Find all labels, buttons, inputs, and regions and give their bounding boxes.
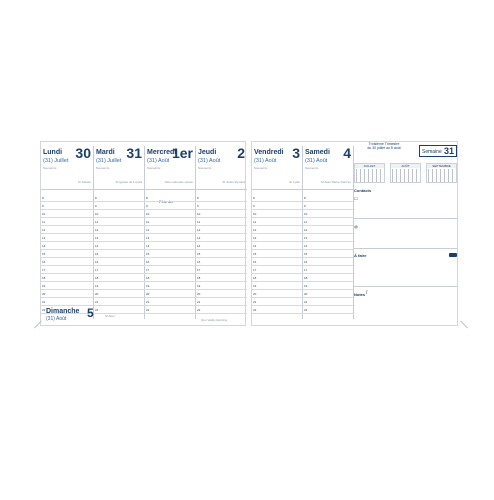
day-number: 2 [237, 145, 245, 161]
hour-label: 14 [42, 244, 46, 248]
hour-label: 21 [146, 300, 150, 304]
hour-label: 21 [253, 300, 257, 304]
hour-row[interactable] [252, 225, 353, 226]
hour-label: 12 [42, 228, 46, 232]
day-number: 31 [126, 145, 142, 161]
hour-row[interactable] [41, 217, 247, 218]
hour-label: 22 [197, 308, 201, 312]
day-number: 3 [292, 145, 300, 161]
contacts-line [354, 218, 457, 219]
hour-label: 13 [95, 236, 99, 240]
hour-label: 13 [146, 236, 150, 240]
hour-label: 11 [42, 220, 46, 224]
hour-row[interactable] [252, 241, 353, 242]
hour-row[interactable] [252, 305, 353, 306]
hour-label: 17 [253, 268, 257, 272]
hour-label: 8 [146, 196, 148, 200]
day-week: (31) Juillet [43, 158, 69, 164]
trimester-title: Troisième Trimestre [368, 142, 400, 146]
hour-label: 20 [146, 292, 150, 296]
hour-row[interactable] [41, 225, 247, 226]
day-header-saturday[interactable] [303, 146, 353, 190]
hour-label: 15 [42, 252, 46, 256]
semaine-box [419, 145, 457, 157]
hour-label: 8 [253, 196, 255, 200]
day-header-monday[interactable] [41, 146, 93, 190]
hour-label: 12 [146, 228, 150, 232]
hour-label: 10 [42, 212, 46, 216]
mini-calendar-title: JUILLET [355, 164, 384, 168]
hour-label: 12 [304, 228, 308, 232]
hour-label: 14 [146, 244, 150, 248]
hour-label: 8 [304, 196, 306, 200]
hour-label: 20 [304, 292, 308, 296]
hour-label: 21 [304, 300, 308, 304]
semaine-number: 31 [443, 146, 454, 156]
mini-calendar-title: AOÛT [391, 164, 420, 168]
hour-label: 10 [197, 212, 201, 216]
todo-heading: À faire [354, 253, 367, 258]
hour-label: 13 [253, 236, 257, 240]
hour-label: 8 [42, 196, 44, 200]
day-week: (31) Août [305, 158, 328, 164]
hour-label: 11 [304, 220, 308, 224]
hour-label: 17 [42, 268, 46, 272]
hour-label: 15 [95, 252, 99, 256]
hour-row[interactable] [41, 289, 247, 290]
hour-label: 11 [253, 220, 257, 224]
mini-calendar-september[interactable] [426, 163, 457, 183]
hour-label: 12 [95, 228, 99, 232]
contacts-line [354, 248, 457, 249]
phone-icon: ☐ [354, 196, 358, 201]
hour-label: 16 [95, 260, 99, 264]
todo-tab [449, 253, 457, 257]
hour-row[interactable] [252, 273, 353, 274]
hour-row[interactable] [252, 233, 353, 234]
day-name: Dimanche [46, 308, 80, 315]
day-subtitle: Souvenirs [147, 166, 161, 170]
day-number: 1er [171, 145, 193, 161]
hour-label: 17 [304, 268, 308, 272]
day-name: Vendredi [254, 149, 284, 156]
day-header-friday[interactable] [252, 146, 302, 190]
hour-label: 22 [253, 308, 257, 312]
hour-row[interactable] [252, 313, 353, 314]
hour-label: 15 [197, 252, 201, 256]
mini-calendar-august[interactable] [390, 163, 421, 183]
hour-row[interactable] [41, 233, 247, 234]
hour-label: 16 [253, 260, 257, 264]
hour-label: 8 [197, 196, 199, 200]
hour-label: 16 [42, 260, 46, 264]
day-name: Mercredi [147, 149, 177, 156]
day-header-tuesday[interactable] [94, 146, 144, 190]
hour-label: 18 [304, 276, 308, 280]
hour-label: 18 [253, 276, 257, 280]
hour-row[interactable] [41, 281, 247, 282]
hour-grid[interactable] [41, 194, 247, 314]
hour-row[interactable] [41, 297, 247, 298]
hour-label: 9 [197, 204, 199, 208]
hour-label: 17 [197, 268, 201, 272]
hour-label: 19 [197, 284, 201, 288]
hour-label: 15 [253, 252, 257, 256]
hour-label: 11 [197, 220, 201, 224]
day-number: 30 [75, 145, 91, 161]
day-name: Lundi [43, 149, 63, 156]
saint-name: St Juliette [77, 180, 91, 184]
hour-label: 15 [146, 252, 150, 256]
day-header-thursday[interactable] [196, 146, 247, 190]
hour-label: 11 [146, 220, 150, 224]
hour-label: 21 [197, 300, 201, 304]
hour-label: 17 [95, 268, 99, 272]
hour-label: 19 [253, 284, 257, 288]
day-subtitle: Souvenirs [96, 166, 110, 170]
hour-label: 20 [253, 292, 257, 296]
mini-calendar-july[interactable] [354, 163, 385, 183]
hour-row[interactable] [41, 265, 247, 266]
hour-row[interactable] [252, 297, 353, 298]
hour-label: 18 [197, 276, 201, 280]
day-header-sunday[interactable] [41, 306, 94, 326]
hour-label: 13 [42, 236, 46, 240]
hour-label: 20 [95, 292, 99, 296]
saint-name: St Jean-Marie Vianney [320, 180, 351, 184]
hour-row[interactable] [41, 257, 247, 258]
hour-label: 20 [197, 292, 201, 296]
hour-label: 9 [42, 204, 44, 208]
hour-grid[interactable] [252, 194, 353, 314]
hour-label: 12 [253, 228, 257, 232]
day-subtitle: Souvenirs [254, 166, 268, 170]
hour-label: 8 [95, 196, 97, 200]
hour-label: 13 [197, 236, 201, 240]
hour-label: 18 [95, 276, 99, 280]
hour-label: 14 [304, 244, 308, 248]
day-subtitle: Souvenirs [305, 166, 319, 170]
hour-label: 15 [304, 252, 308, 256]
hour-label: 12 [197, 228, 201, 232]
hour-label: 10 [304, 212, 308, 216]
day-week: (31) Août [147, 158, 170, 164]
day-name: Samedi [305, 149, 330, 156]
trimester-block [354, 142, 414, 150]
day-week: (31) Août [198, 158, 221, 164]
hour-label: 16 [146, 260, 150, 264]
hour-label: 19 [146, 284, 150, 288]
hour-row[interactable] [252, 281, 353, 282]
hour-row[interactable] [41, 305, 247, 306]
footer-text: Quo Vadis planning [201, 318, 227, 322]
hour-label: 17 [146, 268, 150, 272]
saint-name: St Julien Eymard [222, 180, 245, 184]
saint-name: Fête nationale suisse [164, 180, 193, 184]
hour-row[interactable] [41, 241, 247, 242]
hour-label: 10 [146, 212, 150, 216]
hour-label: 22 [95, 308, 99, 312]
hour-label: 19 [42, 284, 46, 288]
day-number: 5 [87, 306, 94, 320]
pencil-icon: / [366, 290, 368, 296]
day-week: (31) Juillet [96, 158, 122, 164]
day-subtitle: Souvenirs [43, 166, 57, 170]
hour-label: 14 [197, 244, 201, 248]
hour-label: 22 [146, 308, 150, 312]
hour-row[interactable] [252, 209, 353, 210]
trimester-range: du 30 juillet au 5 août [367, 146, 401, 150]
hour-label: 9 [304, 204, 306, 208]
at-icon: @ [354, 224, 359, 229]
saint-name: St Lydie [289, 180, 300, 184]
sunday-saint: St Abel [105, 314, 115, 318]
day-week: (31) Août [46, 316, 67, 322]
hour-label: 16 [197, 260, 201, 264]
hour-row[interactable] [252, 249, 353, 250]
hour-label: 18 [42, 276, 46, 280]
hour-label: 14 [95, 244, 99, 248]
day-header-wednesday[interactable] [145, 146, 195, 190]
hour-row[interactable] [252, 257, 353, 258]
day-week: (31) Août [254, 158, 277, 164]
day-name: Jeudi [198, 149, 217, 156]
hour-label: 9 [253, 204, 255, 208]
day-name: Mardi [96, 149, 115, 156]
hour-label: 22 [42, 308, 46, 312]
hour-row[interactable] [252, 201, 353, 202]
hour-row[interactable] [41, 201, 247, 202]
hour-label: 10 [253, 212, 257, 216]
hour-label: 19 [95, 284, 99, 288]
hour-label: 14 [253, 244, 257, 248]
hour-row[interactable] [252, 265, 353, 266]
hour-label: 19 [304, 284, 308, 288]
hour-row[interactable] [252, 217, 353, 218]
hour-label: 13 [304, 236, 308, 240]
hour-label: 18 [146, 276, 150, 280]
hour-label: 9 [95, 204, 97, 208]
hour-label: 22 [304, 308, 308, 312]
hour-label: 21 [42, 300, 46, 304]
hour-row[interactable] [252, 289, 353, 290]
contacts-heading: Contacts [354, 188, 372, 193]
mini-calendar-title: SEPTEMBRE [427, 164, 456, 168]
hour-row[interactable] [41, 249, 247, 250]
hour-label: 10 [95, 212, 99, 216]
notes-heading: Notes [354, 292, 366, 297]
hour-label: 9 [146, 204, 148, 208]
day-subtitle: Souvenirs [198, 166, 212, 170]
hour-label: 20 [42, 292, 46, 296]
semaine-label: Semaine [422, 149, 442, 155]
hour-label: 16 [304, 260, 308, 264]
todo-line [354, 286, 457, 287]
hour-row[interactable] [41, 273, 247, 274]
saint-name: St Ignace de Loyola [115, 180, 142, 184]
left-page [40, 141, 246, 326]
hour-row[interactable] [41, 209, 247, 210]
hour-label: 11 [95, 220, 99, 224]
hour-label: 21 [95, 300, 99, 304]
day-number: 4 [343, 145, 351, 161]
